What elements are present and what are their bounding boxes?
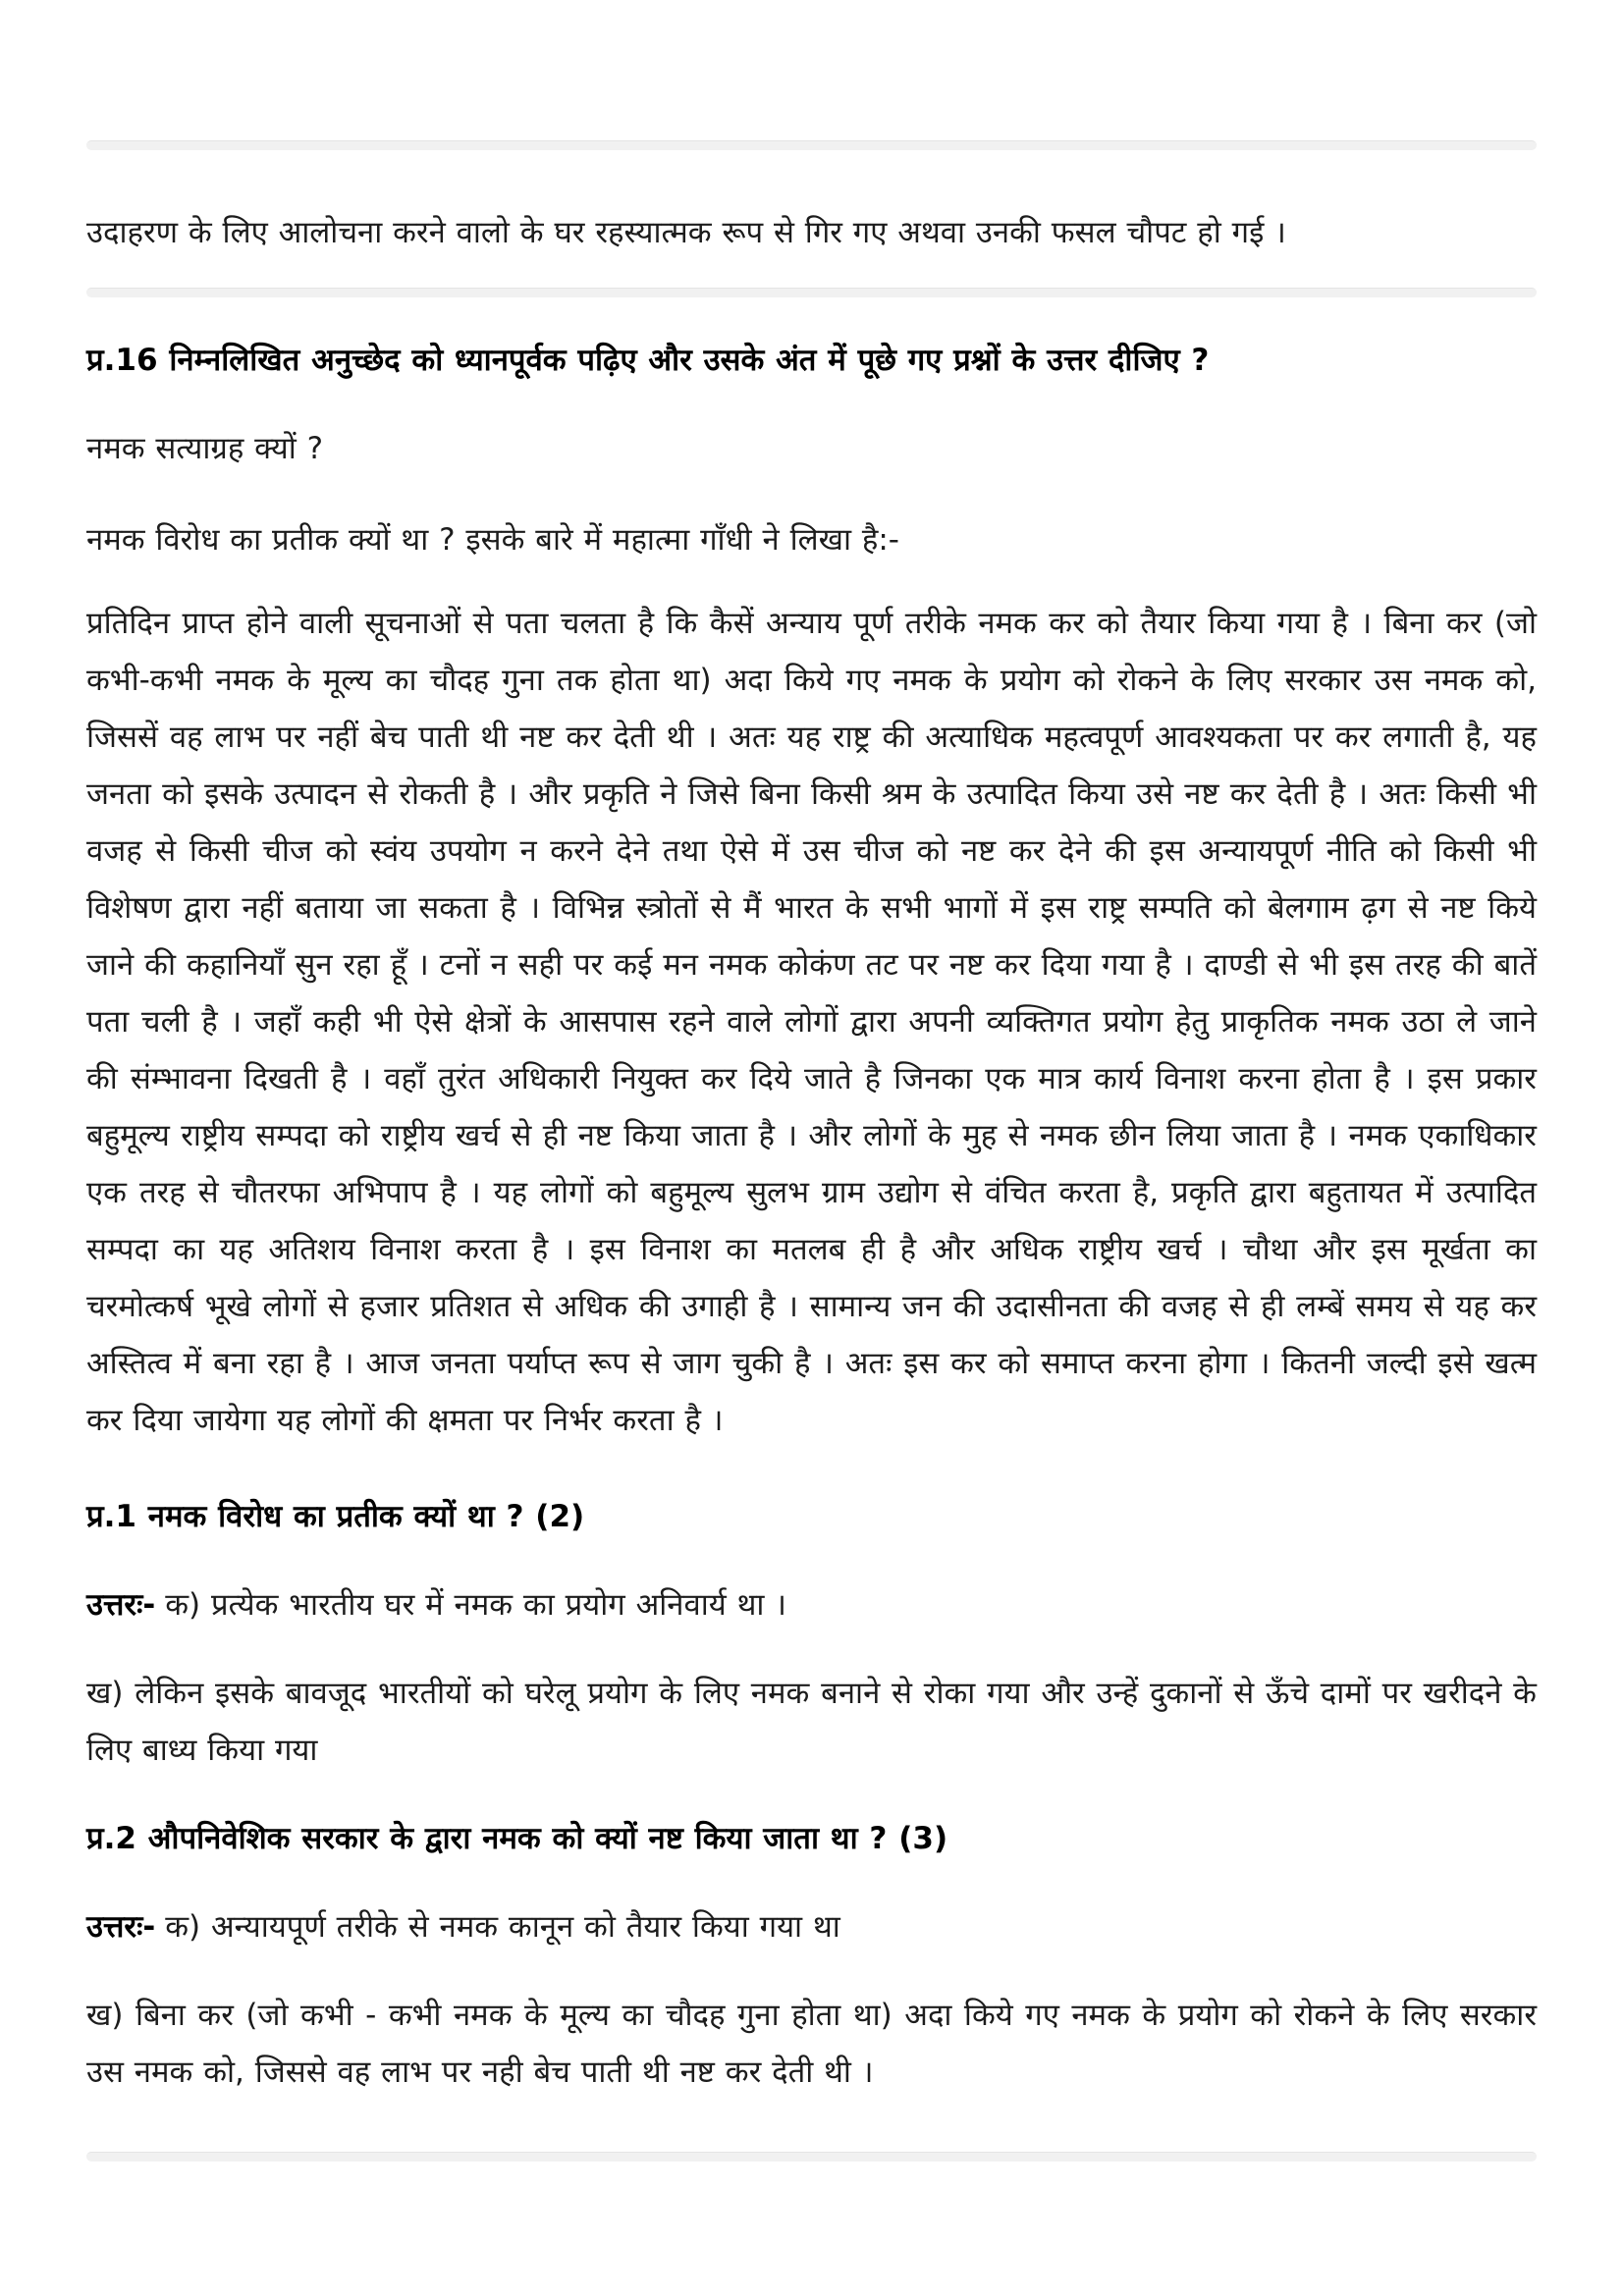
question-2-heading: प्र.2 औपनिवेशिक सरकार के द्वारा नमक को क्यों नष्ट किया जाता था ? (3): [86, 1821, 948, 1856]
answer-1-part-a-text: क) प्रत्येक भारतीय घर में नमक का प्रयोग अनिवार्य था ।: [165, 1587, 787, 1623]
separator-top: [86, 140, 1537, 150]
passage-body: प्रतिदिन प्राप्त होने वाली सूचनाओं से पता चलता है कि कैसें अन्याय पूर्ण तरीके नमक कर को तैयार किया गया है । बिना कर (जो कभी-कभी नमक के मूल्य का चौदह गुना तक होता था) अदा किये गए नमक के प्रयोग को रोकने के लिए सरकार उस नमक को, जिससें वह लाभ पर नहीं बेच पाती थी नष्ट कर देती थी । अतः यह राष्ट्र की अत्याधिक महत्वपूर्ण आवश्यकता पर कर लगाती है, यह जनता को इसके उत्पादन से रोकती है । और प्रकृति ने जिसे बिना किसी श्रम के उत्पादित किया उसे नष्ट कर देती है । अतः किसी भी वजह से किसी चीज को स्वंय उपयोग न करने देने तथा ऐसे में उस चीज को नष्ट कर देने की इस अन्यायपूर्ण नीति को किसी भी विशेषण द्वारा नहीं बताया जा सकता है । विभिन्न स्त्रोतों से मैं भारत के सभी भागों में इस राष्ट्र सम्पति को बेलगाम ढ़ग से नष्ट किये जाने की कहानियाँ सुन रहा हूँ । टनों न सही पर कई मन नमक कोकंण तट पर नष्ट कर दिया गया है । दाण्डी से भी इस तरह की बातें पता चली है । जहाँ कही भी ऐसे क्षेत्रों के आसपास रहने वाले लोगों द्वारा अपनी व्यक्तिगत प्रयोग हेतु प्राकृतिक नमक उठा ले जाने की संम्भावना दिखती है । वहाँ तुरंत अधिकारी नियुक्त कर दिये जाते है जिनका एक मात्र कार्य विनाश करना होता है । इस प्रकार बहुमूल्य राष्ट्रीय सम्पदा को राष्ट्रीय खर्च से ही नष्ट किया जाता है । और लोगों के मुह से नमक छीन लिया जाता है । नमक एकाधिकार एक तरह से चौतरफा अभिपाप है । यह लोगों को बहुमूल्य सुलभ ग्राम उद्योग से वंचित करता है, प्रकृति द्वारा बहुतायत में उत्पादित सम्पदा का यह अतिशय विनाश करता है । इस विनाश का मतलब ही है और अधिक राष्ट्रीय खर्च । चौथा और इस मूर्खता का चरमोत्कर्ष भूखे लोगों से हजार प्रतिशत से अधिक की उगाही है । सामान्य जन की उदासीनता की वजह से ही लम्बें समय से यह कर अस्तित्व में बना रहा है । आज जनता पर्याप्त रूप से जाग चुकी है । अतः इस कर को समाप्त करना होगा । कितनी जल्दी इसे खत्म कर दिया जायेगा यह लोगों की क्षमता पर निर्भर करता है ।: [86, 606, 1537, 1438]
answer-2-part-a-text: क) अन्यायपूर्ण तरीके से नमक कानून को तैयार किया गया था: [165, 1909, 840, 1945]
question-16-heading: प्र.16 निम्नलिखित अनुच्छेद को ध्यानपूर्वक पढ़िए और उसके अंत में पूछे गए प्रश्नों के उत्तर दीजिए ?: [86, 343, 1210, 378]
question-1-heading: प्र.1 नमक विरोध का प्रतीक क्यों था ? (2): [86, 1499, 585, 1534]
passage-title: नमक सत्याग्रह क्यों ?: [86, 431, 324, 466]
answer-1-part-a: [86, 1576, 1537, 1633]
answer-1-part-b: ख) लेकिन इसके बावजूद भारतीयों को घरेलू प्रयोग के लिए नमक बनाने से रोका गया और उन्हें दुकानों से ऊँचे दामों पर खरीदने के लिए बाध्य किया गया: [86, 1676, 1537, 1768]
separator-middle: [86, 288, 1537, 297]
separator-bottom: [86, 2152, 1537, 2162]
answer-2-label: उत्तरः-: [86, 1909, 156, 1945]
intro-line: उदाहरण के लिए आलोचना करने वालो के घर रहस्यात्मक रूप से गिर गए अथवा उनकी फसल चौपट हो गई ।: [86, 215, 1286, 250]
answer-2-part-a: [86, 1898, 1537, 1955]
passage-subtitle: नमक विरोध का प्रतीक क्यों था ? इसके बारे में महात्मा गाँधी ने लिखा है:-: [86, 522, 899, 558]
answer-1-label: उत्तरः-: [86, 1587, 156, 1623]
answer-2-part-b: ख) बिना कर (जो कभी - कभी नमक के मूल्य का चौदह गुना होता था) अदा किये गए नमक के प्रयोग को रोकने के लिए सरकार उस नमक को, जिससे वह लाभ पर नही बेच पाती थी नष्ट कर देती थी ।: [86, 1998, 1537, 2090]
